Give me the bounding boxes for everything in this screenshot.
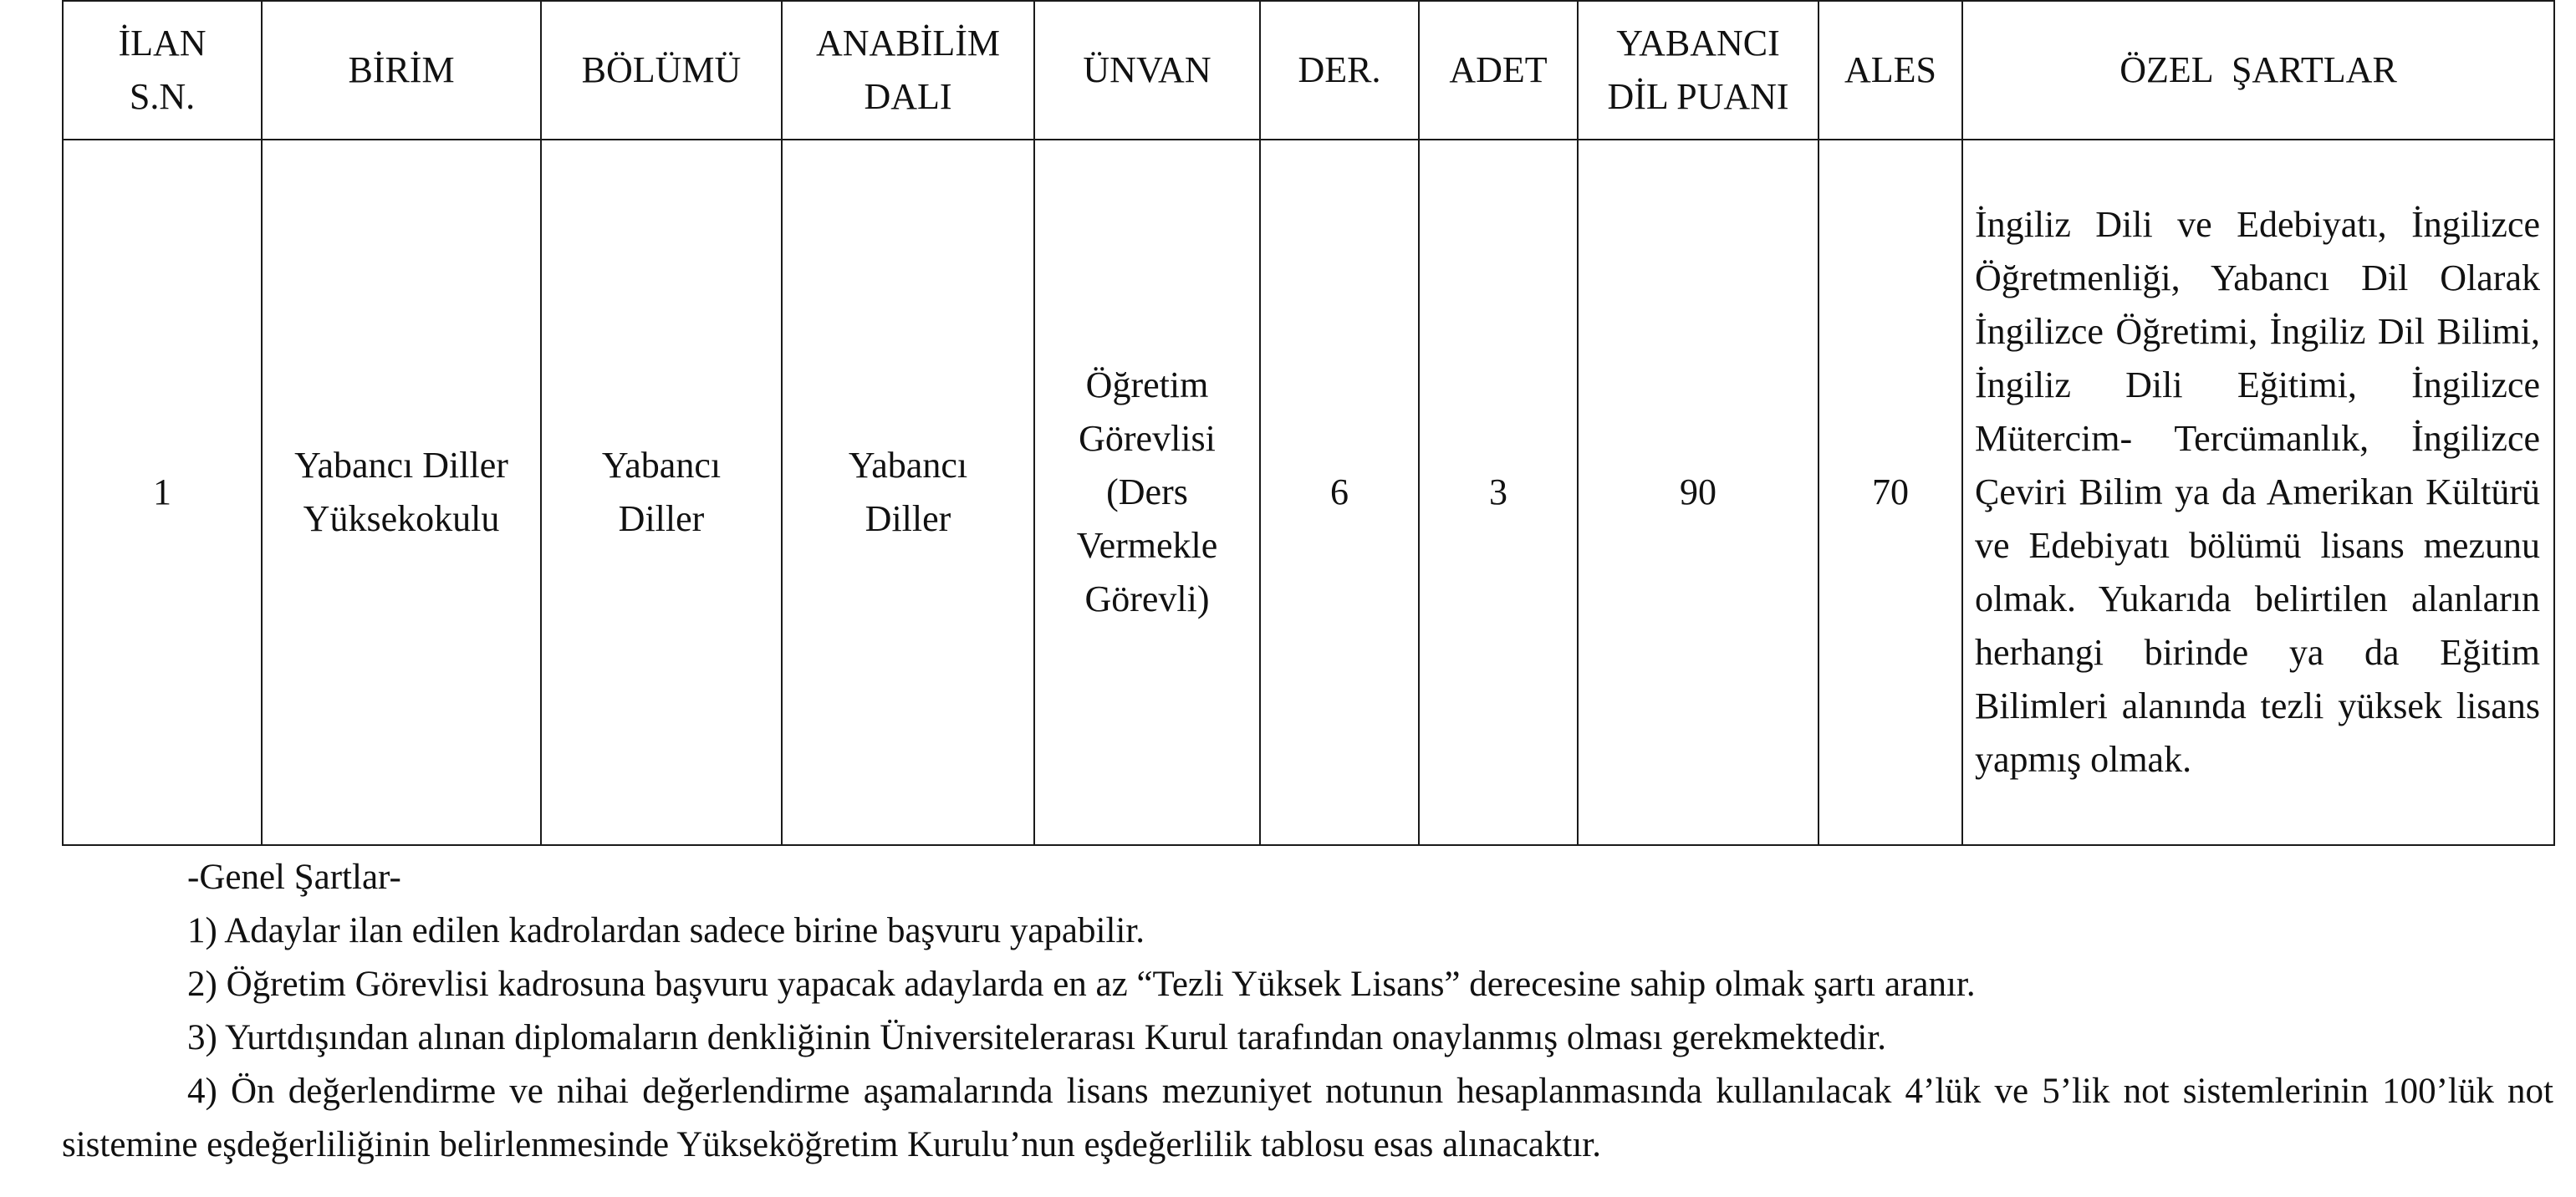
cell-anabilim-dali: Yabancı Diller: [782, 140, 1034, 845]
general-conditions: [62, 851, 2553, 1172]
cell-bolumu: Yabancı Diller: [541, 140, 782, 845]
header-ales: ALES: [1819, 1, 1962, 140]
condition-item: 4) Ön değerlendirme ve nihai değerlendirme aşamalarında lisans mezuniyet notunun hesaplanmasında kullanılacak 4’lük ve 5’lik not sistemlerinin 100’lük not sistemine eşdeğerliliğinin belirlenmesinde Yükseköğretim Kurulu’nun eşdeğerlilik tablosu esas alınacaktır.: [62, 1072, 2553, 1164]
cell-adet: 3: [1419, 140, 1578, 845]
header-adet: ADET: [1419, 1, 1578, 140]
cell-yabanci-dil-puani: 90: [1578, 140, 1819, 845]
header-bolumu: BÖLÜMÜ: [541, 1, 782, 140]
header-ozel-sartlar: ÖZEL ŞARTLAR: [1962, 1, 2554, 140]
position-table: [62, 0, 2555, 846]
cell-ozel-sartlar: İngiliz Dili ve Edebiyatı, İngilizce Öğretmenliği, Yabancı Dil Olarak İngilizce Öğretimi, İngiliz Dil Bilimi, İngiliz Dili Eğitimi, İngilizce Mütercim- Tercümanlık, İngilizce Çeviri Bilim ya da Amerikan Kültürü ve Edebiyatı bölümü lisans mezunu olmak. Yukarıda belirtilen alanların herhangi birinde ya da Eğitim Bilimleri alanında tezli yüksek lisans yapmış olmak.: [1962, 140, 2554, 845]
condition-item: 1) Adaylar ilan edilen kadrolardan sadece birine başvuru yapabilir.: [187, 911, 1145, 950]
header-der: DER.: [1260, 1, 1419, 140]
general-conditions-heading: -Genel Şartlar-: [187, 858, 401, 897]
condition-item: 2) Öğretim Görevlisi kadrosuna başvuru yapacak adaylarda en az “Tezli Yüksek Lisans” derecesine sahip olmak şartı aranır.: [187, 965, 1976, 1004]
header-yabanci-dil-puani: YABANCI DİL PUANI: [1578, 1, 1819, 140]
cell-ilan-sn: 1: [63, 140, 262, 845]
cell-birim: Yabancı Diller Yüksekokulu: [262, 140, 541, 845]
header-ilan-sn: İLAN S.N.: [63, 1, 262, 140]
header-unvan: ÜNVAN: [1034, 1, 1260, 140]
cell-unvan: Öğretim Görevlisi (Ders Vermekle Görevli): [1034, 140, 1260, 845]
condition-item: 3) Yurtdışından alınan diplomaların denkliğinin Üniversitelerarası Kurul tarafından onaylanmış olması gerekmektedir.: [187, 1018, 1887, 1057]
table-row: [63, 140, 2554, 845]
cell-ales: 70: [1819, 140, 1962, 845]
table-header-row: [63, 1, 2554, 140]
header-anabilim-dali: ANABİLİM DALI: [782, 1, 1034, 140]
header-birim: BİRİM: [262, 1, 541, 140]
cell-der: 6: [1260, 140, 1419, 845]
